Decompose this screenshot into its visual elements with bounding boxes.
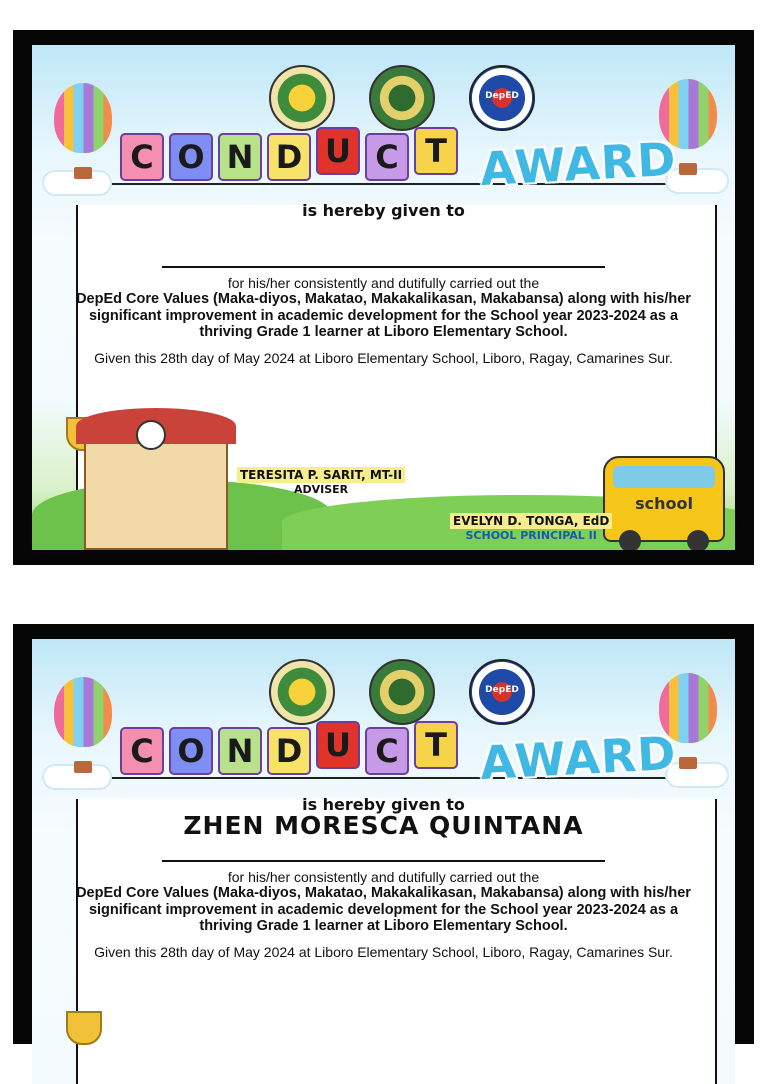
division-seal-icon xyxy=(369,65,435,131)
citation xyxy=(72,869,695,963)
citation-line-1: for his/her consistently and dutifully carried out the xyxy=(227,275,540,291)
title-letter: N xyxy=(218,727,262,775)
title-letter: D xyxy=(267,727,311,775)
given-text: is hereby given to xyxy=(302,795,465,814)
name-line xyxy=(162,860,605,862)
deped-logo-text: DepED xyxy=(485,685,519,695)
deped-logo-text: DepED xyxy=(485,91,519,101)
title-letter: C xyxy=(365,133,409,181)
principal-name: EVELYN D. TONGA, EdD xyxy=(450,513,612,529)
adviser-signature xyxy=(237,467,405,496)
principal-role: SCHOOL PRINCIPAL II xyxy=(465,529,597,542)
school-seal-icon xyxy=(269,65,335,131)
title-letter: O xyxy=(169,133,213,181)
principal-signature xyxy=(450,513,612,542)
adviser-role: ADVISER xyxy=(293,483,349,496)
title-letter: D xyxy=(267,133,311,181)
citation-core-values: DepEd Core Values (Maka-diyos, Makatao, Makakalikasan, Makabansa) along with his/her significant improvement in academic development for the School year 2023-2024 as a thriving Grade 1 learner at Liboro Elementary School. xyxy=(76,885,691,934)
trophy-icon xyxy=(66,1011,102,1045)
title-letter: O xyxy=(169,727,213,775)
certificate-2 xyxy=(13,624,754,1044)
recipient-name: ZHEN MORESCA QUINTANA xyxy=(183,811,584,840)
logo-row xyxy=(32,65,735,135)
deped-seal-icon xyxy=(469,65,535,131)
certificate-background xyxy=(32,639,735,1084)
adviser-name: TERESITA P. SARIT, MT-II xyxy=(237,467,405,483)
deped-seal-icon xyxy=(469,659,535,725)
title-letter: C xyxy=(120,133,164,181)
school-building-icon xyxy=(84,436,228,550)
name-line xyxy=(162,266,605,268)
school-bus-icon xyxy=(603,456,725,542)
citation-line-1: for his/her consistently and dutifully carried out the xyxy=(227,869,540,885)
school-seal-icon xyxy=(269,659,335,725)
citation-date-place: Given this 28th day of May 2024 at Liboro Elementary School, Liboro, Ragay, Camarines Sur. xyxy=(94,943,673,960)
award-title: AWARD xyxy=(478,725,678,791)
award-title: AWARD xyxy=(478,131,678,197)
citation-date-place: Given this 28th day of May 2024 at Liboro Elementary School, Liboro, Ragay, Camarines Sur. xyxy=(94,349,673,366)
bus-label: school xyxy=(635,494,693,513)
title-letter: C xyxy=(120,727,164,775)
certificate-background xyxy=(32,45,735,550)
title-letter: C xyxy=(365,727,409,775)
title-letter: U xyxy=(316,721,360,769)
clock-icon xyxy=(136,420,166,450)
title-letter: N xyxy=(218,133,262,181)
citation xyxy=(72,275,695,369)
title-letter: U xyxy=(316,127,360,175)
given-text: is hereby given to xyxy=(302,201,465,220)
certificate-1 xyxy=(13,30,754,565)
title-letter: T xyxy=(414,721,458,769)
logo-row xyxy=(32,659,735,729)
citation-core-values: DepEd Core Values (Maka-diyos, Makatao, Makakalikasan, Makabansa) along with his/her significant improvement in academic development for the School year 2023-2024 as a thriving Grade 1 learner at Liboro Elementary School. xyxy=(76,291,691,340)
division-seal-icon xyxy=(369,659,435,725)
title-letter: T xyxy=(414,127,458,175)
